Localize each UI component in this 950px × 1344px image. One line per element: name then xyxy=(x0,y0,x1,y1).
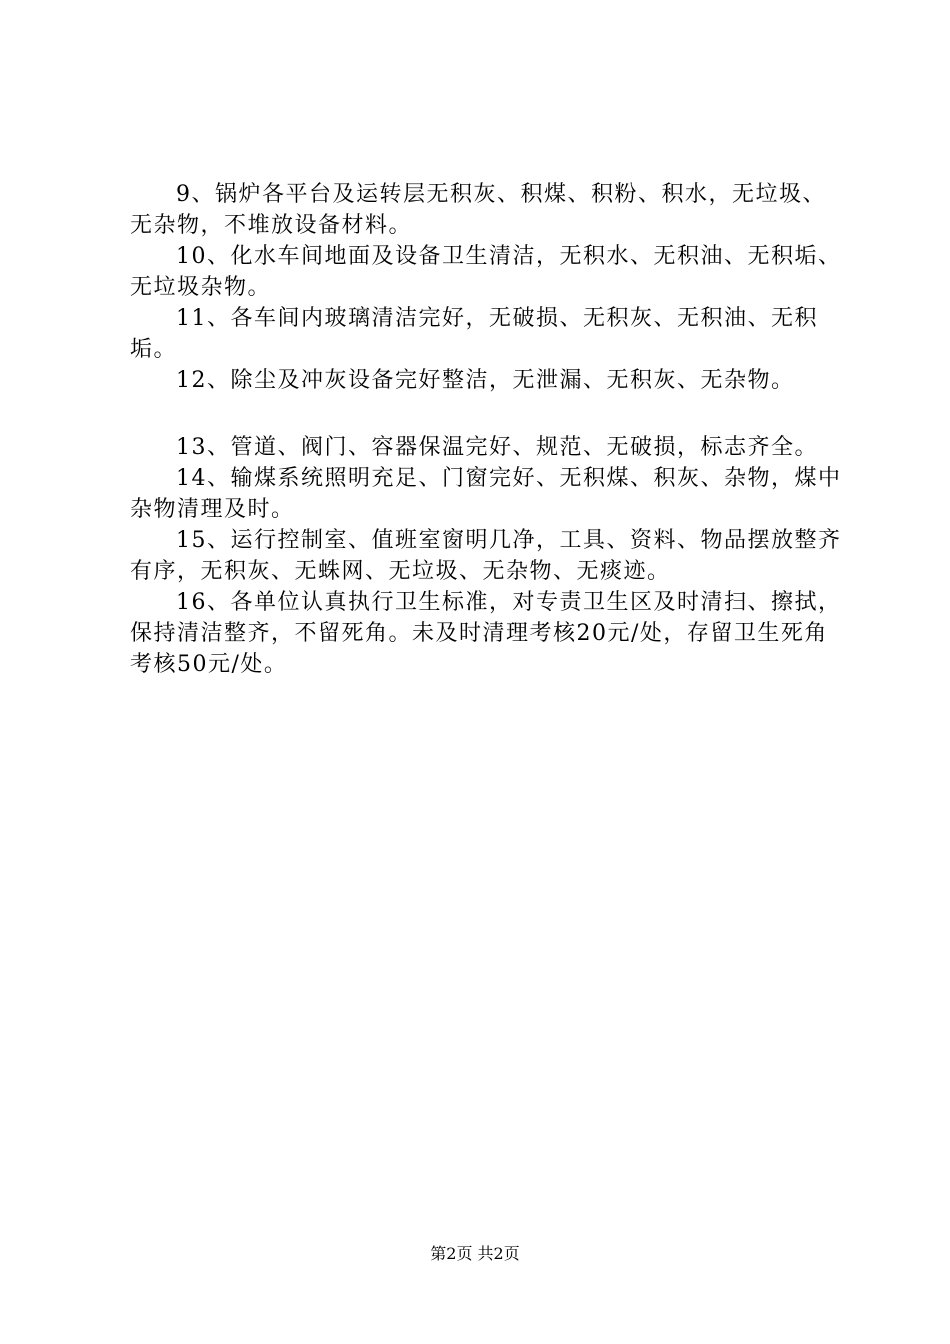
paragraph-item-14: 14、输煤系统照明充足、门窗完好、无积煤、积灰、杂物，煤中杂物清理及时。 xyxy=(130,466,842,522)
paragraph-item-11: 11、各车间内玻璃清洁完好，无破损、无积灰、无积油、无积垢。 xyxy=(130,306,818,362)
paragraph-item-15: 15、运行控制室、值班室窗明几净，工具、资料、物品摆放整齐有序，无积灰、无蛛网、无垃圾、无杂物、无痰迹。 xyxy=(130,528,842,584)
paragraph-item-13: 13、管道、阀门、容器保温完好、规范、无破损，标志齐全。 xyxy=(176,435,818,460)
paragraph-item-9: 9、锅炉各平台及运转层无积灰、积煤、积粉、积水，无垃圾、无杂物，不堆放设备材料。 xyxy=(130,182,826,238)
paragraph-item-10: 10、化水车间地面及设备卫生清洁，无积水、无积油、无积垢、无垃圾杂物。 xyxy=(130,244,842,300)
document-body xyxy=(130,179,842,680)
paragraph-item-16: 16、各单位认真执行卫生标准，对专责卫生区及时清扫、擦拭，保持清洁整齐，不留死角。未及时清理考核20元/处，存留卫生死角考核50元/处。 xyxy=(130,590,842,677)
paragraph-item-12: 12、除尘及冲灰设备完好整洁，无泄漏、无积灰、无杂物。 xyxy=(176,368,795,393)
page-footer: 第2页 共2页 xyxy=(430,1244,520,1263)
